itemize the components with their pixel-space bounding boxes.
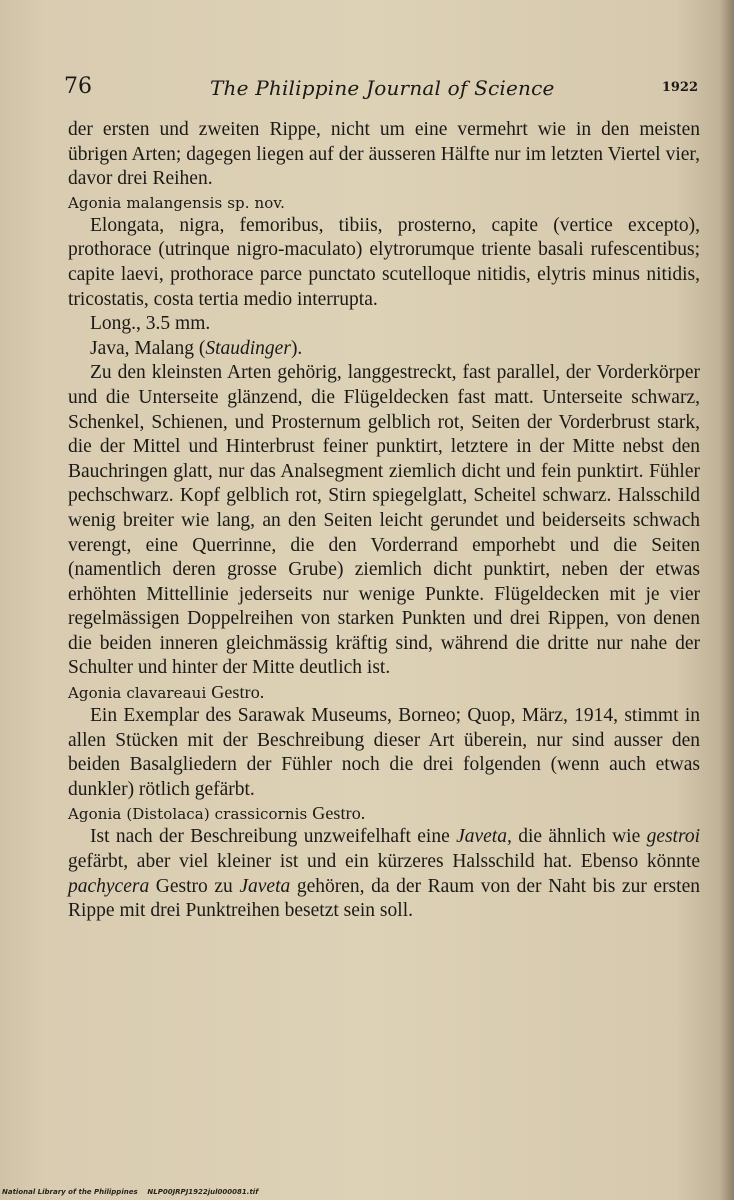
- species-note: [68, 825, 700, 923]
- species-author: Gestro.: [211, 682, 265, 703]
- locality-prefix: Java, Malang (: [90, 337, 206, 359]
- species-name: Agonia clavareaui: [68, 684, 207, 703]
- collector: Staudinger: [205, 337, 291, 359]
- species-heading: [68, 802, 700, 825]
- species-author: Gestro.: [312, 803, 366, 824]
- text-run: Gestro zu: [149, 875, 240, 897]
- text-run: gefärbt, aber viel kleiner ist und ein kürzeres Halsschild hat. Ebenso könnte: [68, 851, 700, 873]
- species-name: Agonia (Distolaca) crassicornis: [68, 805, 308, 824]
- journal-title: The Philippine Journal of Science: [210, 76, 555, 100]
- species-heading: Agonia malangensis sp. nov.: [68, 193, 285, 212]
- german-description: Zu den kleinsten Arten gehörig, langgestreckt, fast parallel, der Vorderkörper und die Unterseite glänzend, die Flügeldecken fast matt. Unterseite schwarz, Schenkel, Schienen, und Prosternum gelblich rot, Seiten der Vorderbrust stark, die der Mittel und Hinterbrust feiner punktirt, letztere in der Mitte nebst den Bauchringen glatt, nur das Analsegment ziemlich dicht und fein punktirt. Fühler pechschwarz. Kopf gelblich rot, Stirn spiegelglatt, Scheitel schwarz. Halsschild wenig breiter wie lang, an den Seiten leicht gerundet und beiderseits schwach verengt, eine Querrinne, die den Vorderrand emporhebt und die Seiten (namentlich deren grosse Grube) ziemlich dicht punktirt, neben der etwas erhöhten Mittellinie jederseits nur wenige Punkte. Flügeldecken mit je vier regelmässigen Doppelreihen von starken Punkten und drei Rippen, von denen die beiden inneren gleichmässig kräftig sind, während die dritte nur nahe der Schulter und hinter der Mitte deutlich ist.: [68, 362, 700, 679]
- page-number: 76: [64, 74, 92, 99]
- intro-paragraph: der ersten und zweiten Rippe, nicht um eine vermehrt wie in den meisten übrigen Arten; dagegen liegen auf der äusseren Hälfte nur im letzten Viertel vier, davor drei Reihen.: [68, 119, 700, 190]
- genus-name: Javeta: [239, 875, 291, 897]
- year: 1922: [661, 80, 698, 95]
- species-heading: [68, 681, 700, 704]
- file-id: NLP00JRPJ1922jul000081.tif: [147, 1188, 259, 1196]
- genus-name: Javeta,: [456, 826, 512, 848]
- running-head: [64, 74, 698, 108]
- page-edge-shadow: [720, 0, 734, 1200]
- latin-diagnosis: Elongata, nigra, femoribus, tibiis, prosterno, capite (vertice excepto), prothorace (utrinque nigro-maculato) elytrorumque triente basali rufescentibus; capite laevi, prothorace parce punctato scutelloque nitidis, elytris minus nitidis, tricostatis, costa tertia medio interrupta.: [68, 214, 700, 310]
- text-run: die ähnlich wie: [511, 826, 647, 848]
- length: Long., 3.5 mm.: [90, 313, 211, 335]
- scan-footer: [2, 1188, 258, 1196]
- library-credit: National Library of the Philippines: [2, 1188, 138, 1196]
- text-run: Ist nach der Beschreibung unzweifelhaft eine: [90, 826, 457, 848]
- species-epithet: pachycera: [68, 875, 150, 897]
- locality: [68, 337, 700, 362]
- species-epithet: gestroi: [646, 826, 701, 848]
- text-run: gehören, da der Raum von der Naht bis zur ersten Rippe mit drei Punktreihen besetzt sein soll.: [68, 875, 700, 922]
- article-body: [68, 118, 700, 924]
- species-note: Ein Exemplar des Sarawak Museums, Borneo; Quop, März, 1914, stimmt in allen Stücken mit der Beschreibung dieser Art überein, nur sind ausser den beiden Basalgliedern der Fühler noch die drei folgenden (wenn auch etwas dunkler) rötlich gefärbt.: [68, 705, 700, 800]
- locality-suffix: ).: [290, 337, 303, 359]
